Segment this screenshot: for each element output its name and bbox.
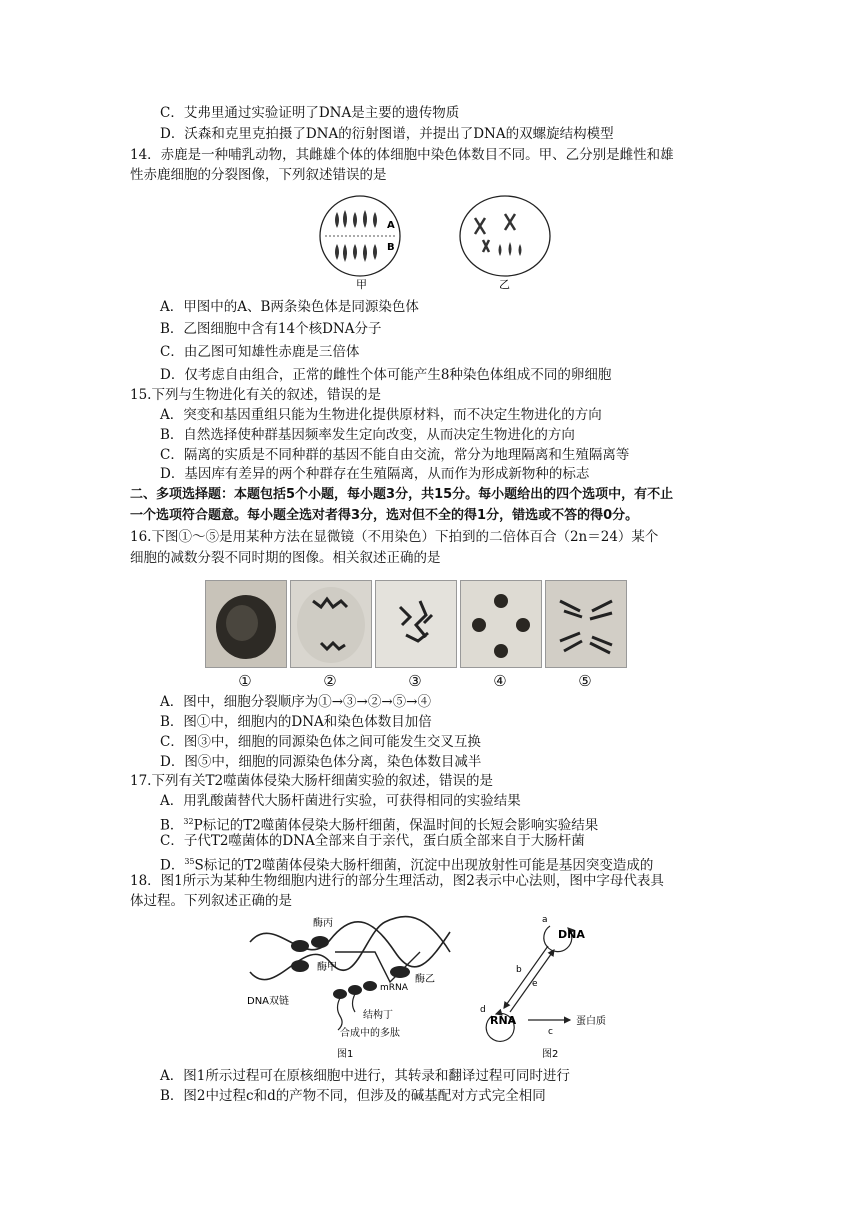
label-enzyme-bing: 酶丙 — [313, 918, 333, 929]
figure-1-transcription-translation — [245, 912, 455, 1062]
q13-option-c: C．艾弗里通过实验证明了DNA是主要的遗传物质 — [160, 105, 460, 121]
micrograph-3 — [375, 580, 457, 668]
q17-option-b-prefix: B． — [160, 817, 184, 834]
label-b: B — [387, 242, 395, 253]
label-yi: 乙 — [499, 278, 510, 291]
q16-option-d: D．图⑤中，细胞的同源染色体分离，染色体数目减半 — [160, 754, 482, 770]
label-jia: 甲 — [356, 278, 367, 291]
micrograph-1 — [205, 580, 287, 668]
q14-option-c: C．由乙图可知雄性赤鹿是三倍体 — [160, 344, 360, 360]
p32-superscript: 32 — [183, 817, 194, 826]
q15-stem: 15.下列与生物进化有关的叙述，错误的是 — [130, 387, 381, 403]
q17-option-b-text: P标记的T2噬菌体侵染大肠杆细菌，保温时间的长短会影响实验结果 — [193, 817, 599, 834]
q15-option-a: A．突变和基因重组只能为生物进化提供原材料，而不决定生物进化的方向 — [160, 407, 602, 423]
q14-cell-figure — [315, 192, 555, 292]
label-dna: DNA — [558, 928, 585, 941]
label-polypeptide: 合成中的多肽 — [340, 1028, 400, 1039]
micrograph-5 — [545, 580, 627, 668]
q14-option-d: D．仅考虑自由组合，正常的雌性个体可能产生8种染色体组成不同的卵细胞 — [160, 367, 612, 383]
q14-option-b: B．乙图细胞中含有14个核DNA分子 — [160, 321, 382, 337]
label-d: d — [480, 1005, 486, 1015]
q15-option-d: D．基因库有差异的两个种群存在生殖隔离，从而作为形成新物种的标志 — [160, 466, 590, 482]
q14-stem-line2: 性赤鹿细胞的分裂图像，下列叙述错误的是 — [130, 167, 387, 183]
micrograph-2 — [290, 580, 372, 668]
q17-stem: 17.下列有关T2噬菌体侵染大肠杆细菌实验的叙述，错误的是 — [130, 773, 494, 789]
label-enzyme-yi: 酶乙 — [415, 974, 435, 985]
section2-heading-line1: 二、多项选择题：本题包括5个小题，每小题3分，共15分。每小题给出的四个选项中，有不止 — [130, 487, 674, 502]
q15-option-b: B．自然选择使种群基因频率发生定向改变，从而决定生物进化的方向 — [160, 427, 575, 443]
label-mrna: mRNA — [380, 983, 408, 993]
photo-label-1: ① — [238, 672, 252, 690]
label-b: b — [516, 965, 522, 975]
q16-option-c: C．图③中，细胞的同源染色体之间可能发生交叉互换 — [160, 734, 481, 750]
label-protein: 蛋白质 — [576, 1016, 606, 1027]
q14-option-a: A．甲图中的A、B两条染色体是同源染色体 — [160, 299, 419, 315]
label-c: c — [548, 1027, 553, 1037]
q17-option-d-text: S标记的T2噬菌体侵染大肠杆细菌，沉淀中出现放射性可能是基因突变造成的 — [194, 857, 654, 874]
q18-option-b: B．图2中过程c和d的产物不同，但涉及的碱基配对方式完全相同 — [160, 1088, 546, 1104]
figure-1-caption: 图1 — [337, 1049, 354, 1060]
label-rna: RNA — [490, 1014, 517, 1027]
photo-label-4: ④ — [493, 672, 507, 690]
q18-stem-line1: 18．图1所示为某种生物细胞内进行的部分生理活动，图2表示中心法则，图中字母代表具 — [130, 873, 664, 889]
q15-option-c: C．隔离的实质是不同种群的基因不能自由交流，常分为地理隔离和生殖隔离等 — [160, 447, 630, 463]
label-enzyme-jia: 酶甲 — [317, 962, 337, 973]
photo-label-5: ⑤ — [578, 672, 592, 690]
q16-stem-line2: 细胞的减数分裂不同时期的图像。相关叙述正确的是 — [130, 550, 441, 566]
label-a: A — [387, 220, 395, 231]
figure-2-central-dogma — [478, 912, 628, 1062]
section2-heading-line2: 一个选项符合题意。每小题全选对者得3分，选对但不全的得1分，错选或不答的得0分。 — [130, 508, 639, 523]
q17-option-c: C．子代T2噬菌体的DNA全部来自于亲代，蛋白质全部来自于大肠杆菌 — [160, 833, 585, 849]
s35-superscript: 35 — [184, 857, 195, 866]
photo-label-3: ③ — [408, 672, 422, 690]
q16-option-b: B．图①中，细胞内的DNA和染色体数目加倍 — [160, 714, 432, 730]
q18-stem-line2: 体过程。下列叙述正确的是 — [130, 893, 292, 909]
label-dna-double-strand: DNA双链 — [247, 996, 290, 1007]
q16-stem-line1: 16.下图①～⑤是用某种方法在显微镜（不用染色）下拍到的二倍体百合（2n＝24）某个 — [130, 529, 659, 545]
figure-2-caption: 图2 — [542, 1049, 559, 1060]
q18-option-a: A．图1所示过程可在原核细胞中进行，其转录和翻译过程可同时进行 — [160, 1068, 570, 1084]
label-structure-ding: 结构丁 — [363, 1010, 393, 1021]
micrograph-4 — [460, 580, 542, 668]
q14-stem-line1: 14．赤鹿是一种哺乳动物，其雌雄个体的体细胞中染色体数目不同。甲、乙分别是雌性和雄 — [130, 147, 674, 163]
photo-label-2: ② — [323, 672, 337, 690]
q17-option-a: A．用乳酸菌替代大肠杆菌进行实验，可获得相同的实验结果 — [160, 793, 521, 809]
q13-option-d: D．沃森和克里克拍摄了DNA的衍射图谱，并提出了DNA的双螺旋结构模型 — [160, 126, 614, 142]
label-a: a — [542, 915, 548, 925]
label-e: e — [532, 979, 538, 989]
q17-option-d-prefix: D． — [160, 857, 185, 874]
q16-option-a: A．图中，细胞分裂顺序为①→③→②→⑤→④ — [160, 694, 431, 710]
